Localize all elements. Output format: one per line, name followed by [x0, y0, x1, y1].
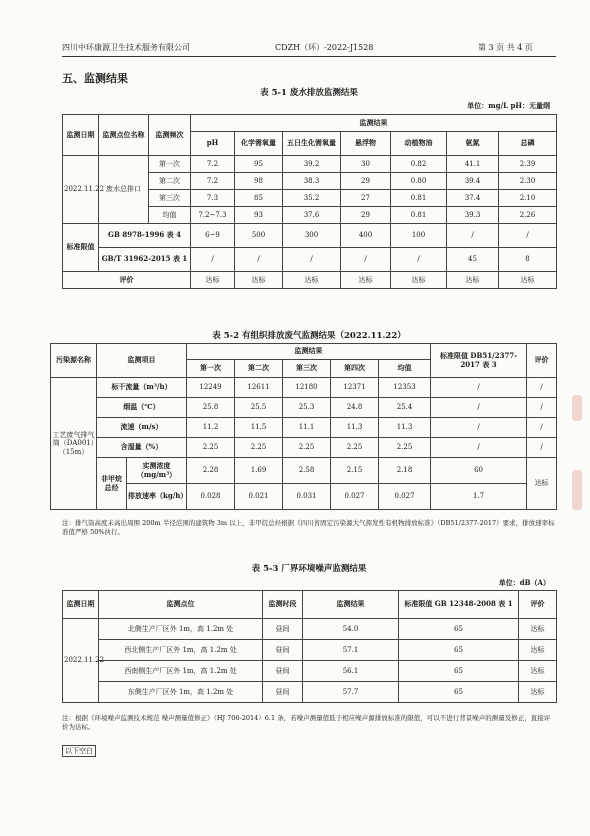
table-cell: 达标	[499, 272, 557, 289]
table-cell: 0.82	[391, 156, 447, 173]
table-cell: 30	[341, 156, 391, 173]
table-row	[51, 418, 557, 438]
wastewater-table	[62, 114, 557, 289]
t3-h-date: 监测日期	[63, 591, 99, 619]
table-cell: 1.7	[431, 484, 527, 510]
table-cell: 27	[341, 190, 391, 207]
table-cell: 西北侧生产厂区外 1m，高 1.2m 处	[99, 640, 263, 661]
table-cell: 2.28	[187, 458, 235, 484]
table3-caption: 表 5-3 厂界环境噪声监测结果	[251, 564, 367, 574]
table-row	[51, 484, 557, 510]
table-cell: 25.4	[379, 398, 431, 418]
table-cell: 54.0	[303, 619, 399, 640]
table2-note: 注：排气筒高度未高出周围 200m 半径范围的建筑物 3m 以上，非甲烷总烃根据《四川省固定污染源大气挥发性有机物排放标准》（DB51/2377-2017）要求，排放速率标准值严格 50%执行。	[62, 519, 555, 537]
t2-h-limit: 标准限值 DB51/2377-2017 表 3	[431, 344, 527, 378]
table1-unit: 单位：mg/L pH：无量纲	[467, 101, 550, 110]
t1-date: 2022.11.22	[63, 156, 99, 224]
table-cell: 达标	[519, 682, 557, 703]
table-cell: 2.39	[499, 156, 557, 173]
t2-h-item: 监测项目	[97, 344, 187, 378]
header-company: 四川中环康源卫生技术服务有限公司	[62, 43, 190, 52]
table-row	[63, 619, 557, 640]
table-cell: /	[431, 418, 527, 438]
table-cell: 排放速率（kg/h）	[127, 484, 187, 510]
noise-table	[62, 590, 557, 703]
table-cell: 2.25	[187, 438, 235, 458]
header-rule	[62, 56, 556, 57]
table-cell: 达标	[447, 272, 499, 289]
t2-nmhc-eval: 达标	[527, 458, 557, 510]
header-page-number: 第 3 页 共 4 页	[478, 43, 533, 52]
table3-note: 注：根据《环境噪声监测技术规范 噪声测量值修正》（HJ 706-2014）6.1 条，若噪声测量值低于相应噪声源排放标准的限值，可以不进行背景噪声的测量及修正，直接评价为达标。	[62, 714, 551, 732]
table-cell: 400	[341, 224, 391, 248]
seal-fragment	[572, 470, 582, 510]
table-cell: 65	[399, 661, 519, 682]
t3-h-point: 监测点位	[99, 591, 263, 619]
table-cell: 12249	[187, 378, 235, 398]
table-cell: 29	[341, 207, 391, 224]
table2-caption: 表 5-2 有组织排放废气监测结果（2022.11.22）	[212, 331, 406, 341]
table-cell: 39.4	[447, 173, 499, 190]
table-cell: 41.1	[447, 156, 499, 173]
t3-date: 2022.11.22	[63, 619, 99, 703]
table-cell: 65	[399, 682, 519, 703]
table1-caption: 表 5-1 废水排放监测结果	[260, 88, 358, 98]
table-cell: 达标	[519, 619, 557, 640]
table-cell: 11.3	[331, 418, 379, 438]
end-of-data-stamp: 以下空白	[62, 745, 96, 757]
table-cell: 0.027	[379, 484, 431, 510]
t2-h-source: 污染源名称	[51, 344, 97, 378]
t1-std2: GB/T 31962-2015 表 1	[99, 248, 191, 272]
t1-col-ss: 悬浮物	[341, 132, 391, 156]
t1-h-date: 监测日期	[63, 115, 99, 156]
t1-h-freq: 监测频次	[149, 115, 191, 156]
table-cell: 0.81	[391, 190, 447, 207]
table-cell: 0.81	[391, 207, 447, 224]
table-cell: /	[191, 248, 235, 272]
table-cell: 45	[447, 248, 499, 272]
table-row	[51, 458, 557, 484]
table-cell: 达标	[341, 272, 391, 289]
table-cell: /	[431, 378, 527, 398]
table-cell: /	[235, 248, 283, 272]
table-cell: 2.25	[331, 438, 379, 458]
table-cell: 达标	[519, 640, 557, 661]
table-cell: 昼间	[263, 661, 303, 682]
table-row	[63, 682, 557, 703]
table-cell: 实测浓度（mg/m³）	[127, 458, 187, 484]
table-cell: 7.2	[191, 173, 235, 190]
table-cell: 昼间	[263, 682, 303, 703]
table-cell: 7.2	[191, 156, 235, 173]
table-cell: 2.25	[379, 438, 431, 458]
table-cell: 2.30	[499, 173, 557, 190]
table-cell: 8	[499, 248, 557, 272]
table-cell: /	[341, 248, 391, 272]
table-cell: 7.3	[191, 190, 235, 207]
table-cell: 65	[399, 619, 519, 640]
t2-h-eval: 评价	[527, 344, 557, 378]
t1-col-bod5: 五日生化需氧量	[283, 132, 341, 156]
t3-h-limit: 标准限值 GB 12348-2008 表 1	[399, 591, 519, 619]
table-cell: 达标	[283, 272, 341, 289]
table-cell: 12371	[331, 378, 379, 398]
table-cell: /	[391, 248, 447, 272]
table-cell: /	[431, 398, 527, 418]
table-cell: 24.8	[331, 398, 379, 418]
table-cell: 37.6	[283, 207, 341, 224]
t1-col-ph: pH	[191, 132, 235, 156]
table-cell: /	[499, 224, 557, 248]
table-cell: 11.2	[187, 418, 235, 438]
t1-col-nh3n: 氨氮	[447, 132, 499, 156]
t1-limit-label: 标准限值	[63, 224, 99, 272]
table-cell: 达标	[519, 661, 557, 682]
table-cell: 57.7	[303, 682, 399, 703]
table-cell: 第一次	[149, 156, 191, 173]
table-cell: /	[527, 438, 557, 458]
table-cell: 56.1	[303, 661, 399, 682]
table-cell: 2.15	[331, 458, 379, 484]
table-cell: 95	[235, 156, 283, 173]
table-cell: 均值	[149, 207, 191, 224]
header-report-no: CDZH（环）-2022-J1528	[275, 43, 374, 52]
t1-col-tp: 总磷	[499, 132, 557, 156]
table-cell: 第三次	[149, 190, 191, 207]
table-cell: 38.3	[283, 173, 341, 190]
table-cell: 25.5	[235, 398, 283, 418]
table-cell: 93	[235, 207, 283, 224]
table-cell: 2.18	[379, 458, 431, 484]
table-cell: 标干流量（m³/h）	[97, 378, 187, 398]
table-cell: 昼间	[263, 619, 303, 640]
section-title: 五、监测结果	[62, 72, 128, 85]
table-cell: 11.5	[235, 418, 283, 438]
table-cell: 60	[431, 458, 527, 484]
t1-h-point: 监测点位名称	[99, 115, 149, 156]
table-cell: 39.3	[447, 207, 499, 224]
table-cell: 11.3	[379, 418, 431, 438]
table-row	[51, 378, 557, 398]
table-cell: 2.26	[499, 207, 557, 224]
table-cell: 0.031	[283, 484, 331, 510]
table-cell: 达标	[191, 272, 235, 289]
table-cell: 0.027	[331, 484, 379, 510]
table-cell: 100	[391, 224, 447, 248]
table-cell: 98	[235, 173, 283, 190]
table-cell: 7.2~7.3	[191, 207, 235, 224]
table-cell: /	[527, 418, 557, 438]
table-row	[63, 661, 557, 682]
t3-h-period: 监测时段	[263, 591, 303, 619]
table-cell: 12353	[379, 378, 431, 398]
t2-h-results: 监测结果	[187, 344, 431, 360]
table-row	[51, 438, 557, 458]
table-cell: 第二次	[149, 173, 191, 190]
table-cell: 300	[283, 224, 341, 248]
t2-source: 工艺废气排气筒（DA001）（15m）	[51, 378, 97, 510]
t1-col-oil: 动植物油	[391, 132, 447, 156]
table-cell: 35.2	[283, 190, 341, 207]
seal-fragment	[572, 395, 582, 421]
t1-point: 废水总排口	[99, 156, 149, 224]
table-cell: 85	[235, 190, 283, 207]
table-cell: 12180	[283, 378, 331, 398]
t3-h-eval: 评价	[519, 591, 557, 619]
table-cell: 2.25	[283, 438, 331, 458]
table-cell: 北侧生产厂区外 1m，高 1.2m 处	[99, 619, 263, 640]
t2-col-mean: 均值	[379, 360, 431, 378]
table3-unit: 单位：dB（A）	[498, 578, 550, 587]
table-cell: 0.021	[235, 484, 283, 510]
t2-col-run4: 第四次	[331, 360, 379, 378]
t2-col-run3: 第三次	[283, 360, 331, 378]
table-cell: 25.3	[283, 398, 331, 418]
t1-col-cod: 化学需氧量	[235, 132, 283, 156]
table-cell: /	[431, 438, 527, 458]
t1-std1: GB 8978-1996 表 4	[99, 224, 191, 248]
table-cell: 达标	[391, 272, 447, 289]
t2-nmhc: 非甲烷总烃	[97, 458, 127, 510]
table-cell: 东侧生产厂区外 1m，高 1.2m 处	[99, 682, 263, 703]
table-cell: /	[527, 398, 557, 418]
table-cell: /	[447, 224, 499, 248]
table-row	[63, 272, 557, 289]
t1-h-results: 监测结果	[191, 115, 557, 132]
table-row	[63, 156, 557, 173]
table-cell: /	[527, 378, 557, 398]
t3-h-result: 监测结果	[303, 591, 399, 619]
table-cell: 0.80	[391, 173, 447, 190]
table-cell: 达标	[235, 272, 283, 289]
table-cell: 烟温（℃）	[97, 398, 187, 418]
table-cell: 2.58	[283, 458, 331, 484]
table-cell: 39.2	[283, 156, 341, 173]
table-cell: 流速（m/s）	[97, 418, 187, 438]
table-cell: 37.4	[447, 190, 499, 207]
table-row	[63, 640, 557, 661]
table-cell: 57.1	[303, 640, 399, 661]
table-cell: 2.10	[499, 190, 557, 207]
table-row	[63, 224, 557, 248]
table-cell: /	[283, 248, 341, 272]
table-cell: 0.028	[187, 484, 235, 510]
table-cell: 500	[235, 224, 283, 248]
t2-col-run1: 第一次	[187, 360, 235, 378]
table-cell: 65	[399, 640, 519, 661]
table-row	[63, 248, 557, 272]
table-cell: 含湿量（%）	[97, 438, 187, 458]
table-cell: 昼间	[263, 640, 303, 661]
exhaust-gas-table	[50, 343, 557, 510]
table-cell: 25.8	[187, 398, 235, 418]
table-cell: 6~9	[191, 224, 235, 248]
table-row	[51, 398, 557, 418]
table-cell: 西南侧生产厂区外 1m，高 1.2m 处	[99, 661, 263, 682]
table-cell: 12611	[235, 378, 283, 398]
table-cell: 1.69	[235, 458, 283, 484]
t2-col-run2: 第二次	[235, 360, 283, 378]
t1-eval-label: 评价	[63, 272, 191, 289]
table-cell: 2.25	[235, 438, 283, 458]
table-cell: 11.1	[283, 418, 331, 438]
table-cell: 29	[341, 173, 391, 190]
